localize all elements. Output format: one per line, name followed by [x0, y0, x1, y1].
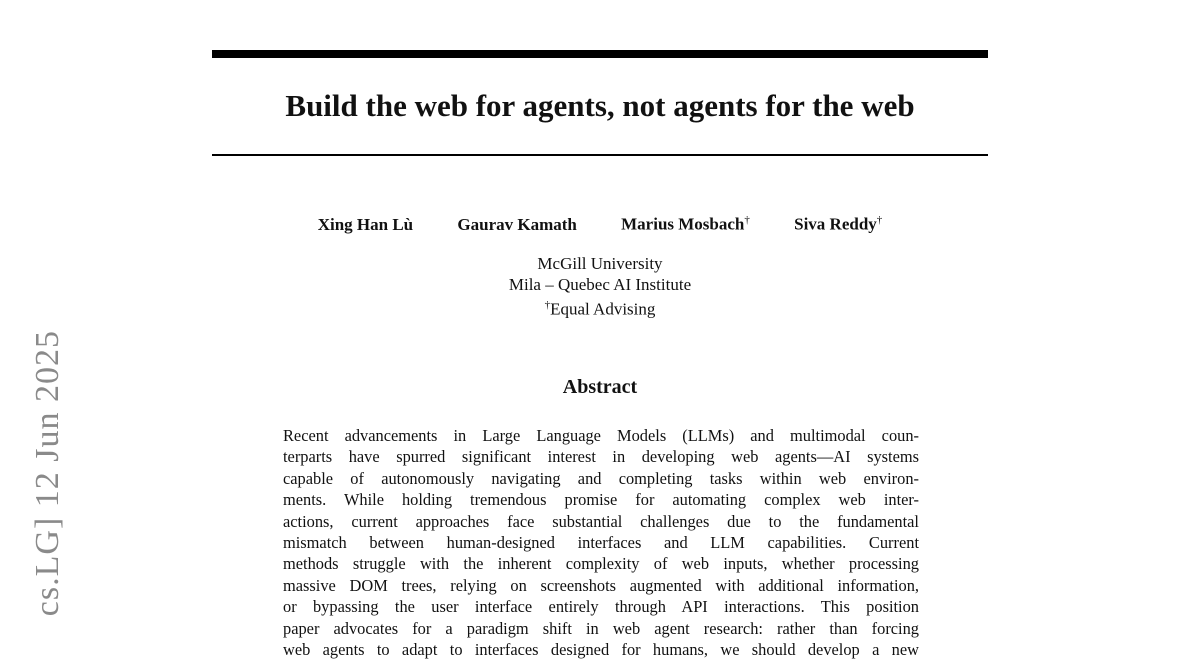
abstract-line: ments. While holding tremendous promise for automating complex web inter-: [283, 490, 919, 510]
title-rule-top: [212, 50, 988, 58]
arxiv-stamp-text: cs.LG] 12 Jun 2025: [29, 330, 66, 617]
author-name: Xing Han Lù: [317, 214, 414, 234]
author-list: [212, 209, 988, 236]
author-1: [318, 214, 413, 236]
abstract-line: mismatch between human-designed interfaces and LLM capabilities. Current: [283, 533, 919, 553]
author-2: [457, 214, 576, 236]
affiliation-line: McGill University: [537, 254, 663, 273]
abstract-line: massive DOM trees, relying on screenshots augmented with additional information,: [283, 575, 919, 595]
equal-advising-text: Equal Advising: [550, 299, 656, 319]
author-name: Gaurav Kamath: [457, 214, 577, 234]
abstract-line: actions, current approaches face substantial challenges due to the fundamental: [283, 511, 919, 531]
abstract-line: paper advocates for a paradigm shift in web agent research: rather than forcing: [283, 618, 919, 638]
author-name: Siva Reddy: [794, 214, 877, 234]
author-name: Marius Mosbach: [621, 214, 745, 234]
arxiv-side-stamp: [28, 330, 68, 616]
affiliation-line: Mila – Quebec AI Institute: [508, 275, 692, 294]
abstract-line: capable of autonomously navigating and completing tasks within web environ-: [283, 468, 919, 488]
abstract-body: [283, 425, 919, 660]
equal-advising-mark: †: [744, 214, 750, 226]
paper-title: Build the web for agents, not agents for the web: [285, 88, 915, 123]
abstract-line: terparts have spurred significant interest in developing web agents—AI systems: [283, 447, 919, 467]
abstract-line: methods struggle with the inherent complexity of web inputs, whether processing: [283, 554, 919, 574]
affiliations: [212, 253, 988, 320]
equal-advising-note: [212, 295, 988, 320]
abstract-line: web agents to adapt to interfaces designed for humans, we should develop a new: [283, 640, 919, 660]
equal-advising-mark: †: [876, 214, 883, 226]
equal-advising-mark: †: [544, 299, 551, 311]
author-3: [621, 209, 750, 236]
abstract-line: Recent advancements in Large Language Models (LLMs) and multimodal coun-: [283, 426, 919, 445]
abstract-heading: Abstract: [562, 376, 638, 398]
title-rule-bottom: [212, 154, 988, 156]
abstract-line: or bypassing the user interface entirely through API interactions. This position: [283, 597, 919, 617]
author-4: [794, 209, 882, 236]
